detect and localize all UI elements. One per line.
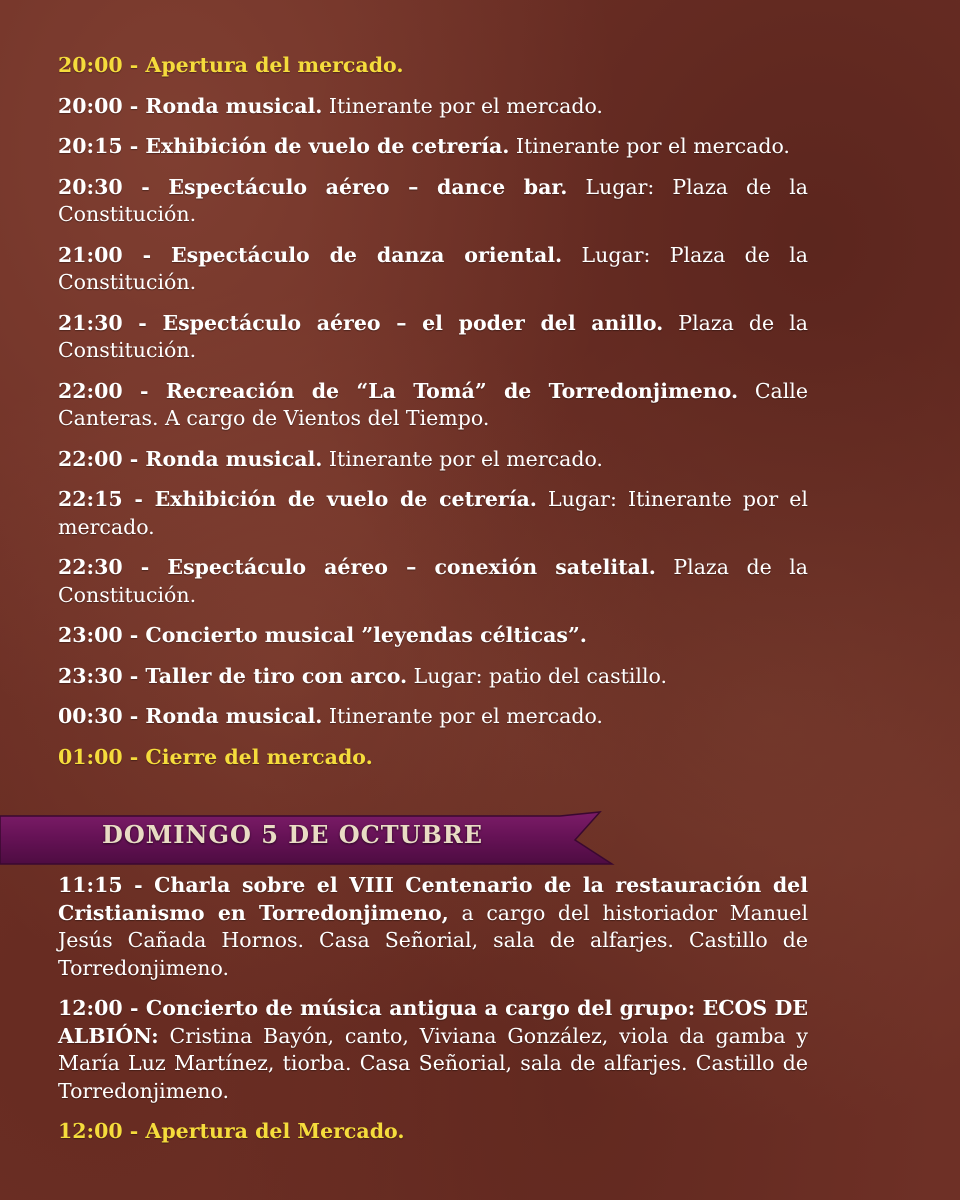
entry-separator: -	[122, 242, 172, 267]
entry-title: Concierto musical ”leyendas célticas”.	[145, 623, 587, 647]
entry-separator: -	[122, 53, 146, 77]
entry-separator: -	[122, 996, 146, 1020]
entry-separator: -	[122, 134, 146, 158]
entry-title: Charla sobre el VIII Centenario de la restauración del Cristianismo en Torredonjimeno,	[58, 873, 808, 925]
entry-separator: -	[122, 487, 155, 511]
entry-time: 20:30	[58, 174, 123, 199]
schedule-entry	[58, 995, 808, 1105]
schedule-entry	[58, 744, 808, 772]
entry-title: Ronda musical.	[145, 704, 323, 728]
entry-title: Espectáculo aéreo – dance bar.	[168, 174, 568, 199]
schedule-entry	[58, 703, 808, 731]
entry-detail: Cristina Bayón, canto, Viviana González, viola da gamba y María Luz Martínez, tiorba. Casa Señorial, sala de alfarjes. Castillo de Torredonjimeno.	[58, 1023, 808, 1103]
entry-separator: -	[122, 310, 163, 335]
schedule-entry	[58, 1118, 808, 1146]
entry-separator: -	[122, 744, 146, 769]
entry-title: Espectáculo de danza oriental.	[171, 242, 563, 267]
entry-time: 12:00	[58, 996, 123, 1020]
entry-detail: Plaza de la Constitución.	[58, 555, 808, 607]
entry-title: Espectáculo aéreo – conexión satelital.	[167, 555, 656, 579]
entry-time: 22:00	[58, 378, 123, 403]
entry-title: Apertura del Mercado.	[145, 1119, 405, 1143]
schedule-entry	[58, 93, 808, 121]
entry-title: Exhibición de vuelo de cetrería.	[154, 487, 537, 511]
entry-separator: -	[122, 378, 166, 403]
entry-detail: Lugar: Itinerante por el mercado.	[58, 487, 808, 539]
saturday-schedule	[58, 52, 808, 784]
entry-detail: Itinerante por el mercado.	[509, 134, 790, 158]
schedule-entry	[58, 310, 808, 365]
entry-separator: -	[122, 555, 168, 579]
entry-separator: -	[122, 174, 169, 199]
entry-separator: -	[122, 623, 146, 647]
entry-title: Apertura del mercado.	[145, 53, 404, 77]
entry-title: Ronda musical.	[145, 446, 323, 471]
entry-detail: Lugar: patio del castillo.	[407, 663, 668, 688]
schedule-entry	[58, 554, 808, 609]
entry-title: Taller de tiro con arco.	[145, 663, 408, 688]
schedule-entry	[58, 52, 808, 80]
entry-detail: Itinerante por el mercado.	[322, 446, 603, 471]
entry-title: Exhibición de vuelo de cetrería.	[145, 134, 510, 158]
entry-time: 20:00	[58, 53, 123, 77]
entry-time: 01:00	[58, 744, 123, 769]
entry-detail: Lugar: Plaza de la Constitución.	[58, 242, 808, 294]
entry-time: 21:30	[58, 310, 123, 335]
schedule-entry	[58, 378, 808, 433]
schedule-entry	[58, 133, 808, 161]
entry-time: 22:00	[58, 446, 123, 471]
banner-label: DOMINGO 5 DE OCTUBRE	[102, 820, 484, 849]
entry-separator: -	[122, 1119, 146, 1143]
entry-time: 23:30	[58, 663, 123, 688]
entry-separator: -	[122, 93, 146, 118]
schedule-entry	[58, 872, 808, 982]
entry-time: 20:00	[58, 93, 123, 118]
entry-title: Concierto de música antigua a cargo del grupo: ECOS DE ALBIÓN:	[58, 996, 808, 1048]
entry-separator: -	[122, 446, 146, 471]
schedule-entry	[58, 174, 808, 229]
entry-time: 11:15	[58, 873, 123, 897]
entry-time: 22:30	[58, 555, 123, 579]
entry-title: Ronda musical.	[145, 93, 323, 118]
schedule-entry	[58, 622, 808, 650]
entry-detail: Itinerante por el mercado.	[322, 93, 603, 118]
entry-separator: -	[122, 704, 146, 728]
schedule-entry	[58, 663, 808, 691]
entry-time: 00:30	[58, 704, 123, 728]
entry-time: 12:00	[58, 1119, 123, 1143]
entry-title: Cierre del mercado.	[145, 744, 373, 769]
entry-time: 23:00	[58, 623, 123, 647]
schedule-entry	[58, 486, 808, 541]
entry-detail: Calle Canteras. A cargo de Vientos del Tiempo.	[58, 378, 808, 430]
entry-detail: Plaza de la Constitución.	[58, 310, 808, 362]
entry-detail: Lugar: Plaza de la Constitución.	[58, 174, 808, 226]
entry-separator: -	[122, 663, 146, 688]
entry-detail: a cargo del historiador Manuel Jesús Cañada Hornos. Casa Señorial, sala de alfarjes. Castillo de Torredonjimeno.	[58, 900, 808, 980]
entry-time: 21:00	[58, 242, 123, 267]
entry-title: Espectáculo aéreo – el poder del anillo.	[162, 310, 664, 335]
entry-separator: -	[122, 873, 155, 897]
entry-time: 20:15	[58, 134, 123, 158]
sunday-schedule	[58, 872, 808, 1159]
schedule-entry	[58, 446, 808, 474]
entry-detail: Itinerante por el mercado.	[322, 704, 603, 728]
entry-time: 22:15	[58, 487, 123, 511]
entry-title: Recreación de “La Tomá” de Torredonjimeno.	[165, 378, 739, 403]
schedule-entry	[58, 242, 808, 297]
day-banner	[0, 810, 645, 866]
